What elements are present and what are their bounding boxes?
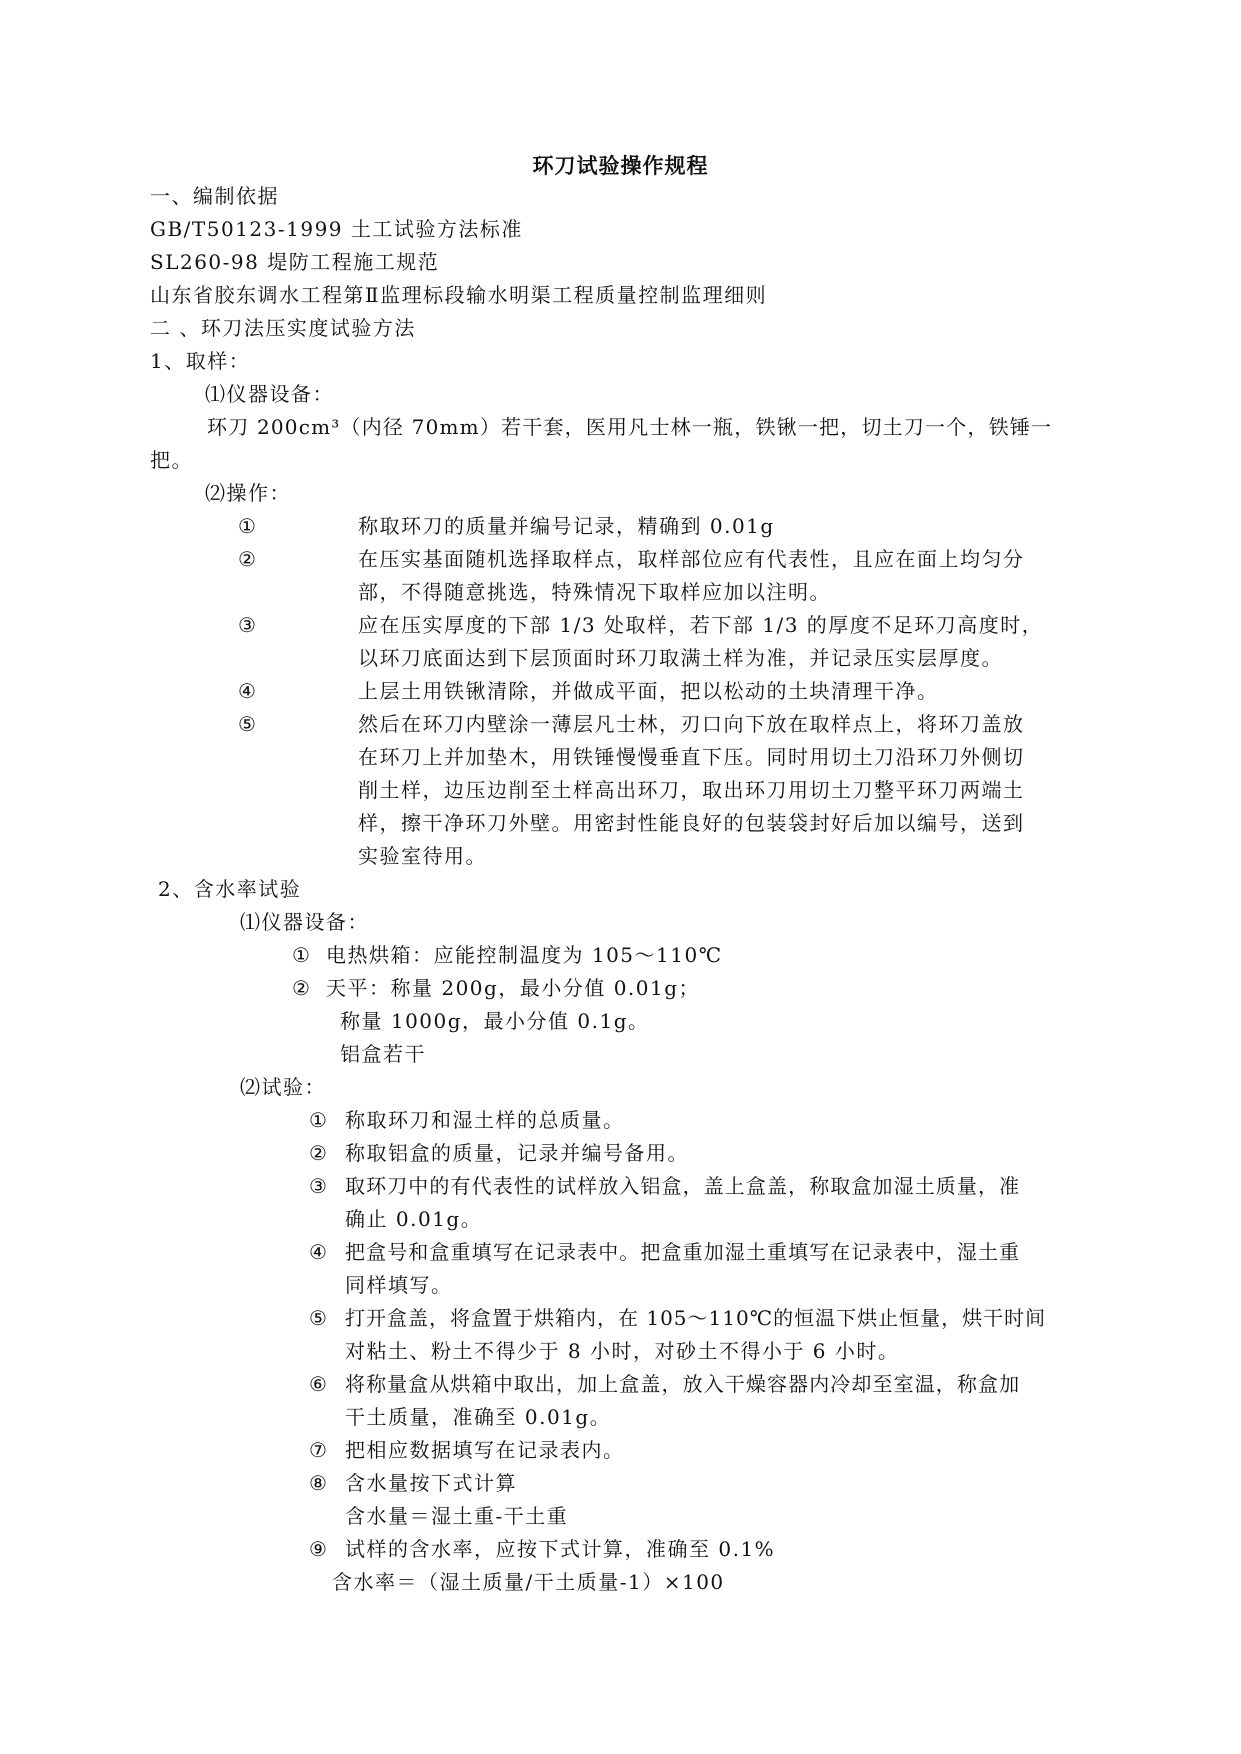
moisture-step-3-line-1: 取环刀中的有代表性的试样放入铝盒，盖上盒盖，称取盒加湿土质量，准 [345,1174,1021,1198]
step-number: ③ [238,613,256,637]
sampling-step-3-line-1: 应在压实厚度的下部 1/3 处取样，若下部 1/3 的厚度不足环刀高度时， [358,613,1044,637]
step-number: ⑦ [309,1438,327,1462]
section-1-heading: 一、编制依据 [150,184,279,208]
step-number: ⑧ [309,1471,327,1495]
reference-2: SL260-98 堤防工程施工规范 [150,250,440,274]
sampling-step-2-line-2: 部，不得随意挑选，特殊情况下取样应加以注明。 [358,580,831,604]
moisture-step-6-line-2: 干土质量，准确至 0.01g。 [345,1405,612,1429]
moisture-step-6-line-1: 将称量盒从烘箱中取出，加上盒盖，放入干燥容器内冷却至室温，称盒加 [345,1372,1021,1396]
sampling-step-5-line-3: 削土样，边压边削至土样高出环刀，取出环刀用切土刀整平环刀两端土 [358,778,1025,802]
moisture-equipment-extra-1: 称量 1000g，最小分值 0.1g。 [340,1009,650,1033]
moisture-step-1-line-1: 称取环刀和湿土样的总质量。 [345,1108,625,1132]
step-number: ④ [309,1240,327,1264]
reference-1: GB/T50123-1999 土工试验方法标准 [150,217,523,241]
moisture-heading: 2、含水率试验 [158,877,302,901]
document-title: 环刀试验操作规程 [532,154,709,178]
step-number: ② [238,547,256,571]
moisture-step-8-line-1: 含水量按下式计算 [345,1471,517,1495]
sampling-step-5-line-5: 实验室待用。 [358,844,487,868]
step-number: ④ [238,679,256,703]
sampling-equipment-heading: ⑴仪器设备： [205,382,334,406]
sampling-step-4-line-1: 上层土用铁锹清除，并做成平面，把以松动的土块清理干净。 [358,679,939,703]
sampling-step-2-line-1: 在压实基面随机选择取样点，取样部位应有代表性，且应在面上均匀分 [358,547,1025,571]
moisture-step-4-line-2: 同样填写。 [345,1273,453,1297]
moisture-equipment-extra-2: 铝盒若干 [340,1042,426,1066]
moisture-equipment-heading: ⑴仪器设备： [240,910,369,934]
sampling-step-5-line-4: 样，擦干净环刀外壁。用密封性能良好的包装袋封好后加以编号，送到 [358,811,1025,835]
step-number: ⑤ [238,712,256,736]
moisture-step-2-line-1: 称取铝盒的质量，记录并编号备用。 [345,1141,689,1165]
step-number: ⑤ [309,1306,327,1330]
sampling-step-5-line-2: 在环刀上并加垫木，用铁锤慢慢垂直下压。同时用切土刀沿环刀外侧切 [358,745,1025,769]
step-number: ② [309,1141,327,1165]
sampling-step-1-line-1: 称取环刀的质量并编号记录，精确到 0.01g [358,514,775,538]
equipment-number: ② [292,976,310,1000]
reference-3: 山东省胶东调水工程第Ⅱ监理标段输水明渠工程质量控制监理细则 [150,283,768,307]
sampling-equipment-line-1: 环刀 200cm³（内径 70mm）若干套，医用凡士林一瓶，铁锹一把，切土刀一个，铁锤一 [207,415,1053,439]
moisture-step-5-line-2: 对粘土、粉土不得少于 8 小时，对砂土不得小于 6 小时。 [345,1339,900,1363]
moisture-equipment-2: 天平：称量 200g，最小分值 0.01g； [326,976,701,1000]
step-number: ③ [309,1174,327,1198]
moisture-step-8-formula: 含水量＝湿土重-干土重 [345,1504,569,1528]
sampling-equipment-line-2: 把。 [150,448,193,472]
step-number: ① [309,1108,327,1132]
step-number: ⑥ [309,1372,327,1396]
equipment-number: ① [292,943,310,967]
section-2-heading: 二 、环刀法压实度试验方法 [150,316,416,340]
moisture-step-5-line-1: 打开盒盖，将盒置于烘箱内，在 105～110℃的恒温下烘止恒量，烘干时间 [345,1306,1047,1330]
moisture-step-4-line-1: 把盒号和盒重填写在记录表中。把盒重加湿土重填写在记录表中，湿土重 [345,1240,1021,1264]
moisture-step-7-line-1: 把相应数据填写在记录表内。 [345,1438,625,1462]
sampling-operation-heading: ⑵操作： [205,481,291,505]
step-number: ① [238,514,256,538]
moisture-step-3-line-2: 确止 0.01g。 [345,1207,483,1231]
sampling-heading: 1、取样： [150,349,251,373]
moisture-test-heading: ⑵试验： [240,1075,326,1099]
sampling-step-3-line-2: 以环刀底面达到下层顶面时环刀取满土样为准，并记录压实层厚度。 [358,646,1003,670]
moisture-step-9-line-1: 试样的含水率，应按下式计算，准确至 0.1% [345,1537,776,1561]
step-number: ⑨ [309,1537,327,1561]
moisture-rate-formula: 含水率＝（湿土质量/干土质量-1）×100 [332,1570,725,1594]
sampling-step-5-line-1: 然后在环刀内壁涂一薄层凡士林，刃口向下放在取样点上，将环刀盖放 [358,712,1025,736]
moisture-equipment-1: 电热烘箱：应能控制温度为 105～110℃ [326,943,723,967]
